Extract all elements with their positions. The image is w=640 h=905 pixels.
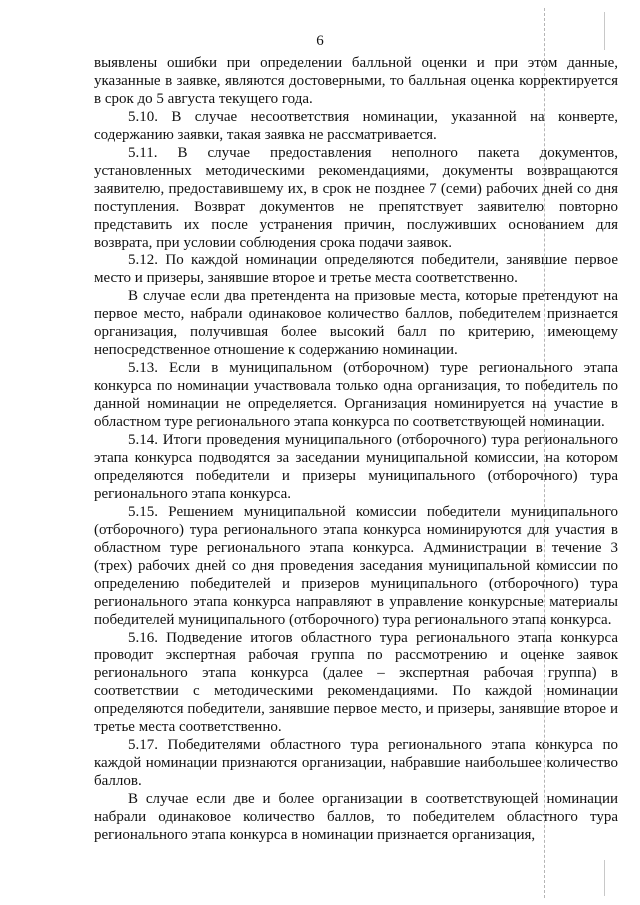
scan-edge-mark (604, 860, 605, 896)
paragraph-5-13: 5.13. Если в муниципальном (отборочном) туре регионального этапа конкурса по номинации участвовала только одна организация, то победитель по данной номинации не определяется. Организация номинируется на участие в областном туре регионального этапа конкурса по соответствующей номинации. (94, 360, 618, 431)
page-number: 6 (316, 33, 324, 49)
paragraph-5-12: 5.12. По каждой номинации определяются победители, занявшие первое место и призеры, занявшие второе и третье места соответственно. (94, 252, 618, 287)
paragraph-5-17: 5.17. Победителями областного тура регионального этапа конкурса по каждой номинации признаются организации, набравшие наибольшее количество баллов. (94, 737, 618, 790)
paragraph-5-16: 5.16. Подведение итогов областного тура регионального этапа конкурса проводит экспертная рабочая группа по рассмотрению и оценке заявок регионального этапа конкурса (далее – экспертная рабочая группа) в соответствии с методическими рекомендациями. По каждой номинации определяются победители, занявшие первое место, и призеры, занявшие второе и третье места соответственно. (94, 629, 618, 736)
paragraph-continuation: выявлены ошибки при определении балльной оценки и при этом данные, указанные в заявке, являются достоверными, то балльная оценка корректируется в срок до 5 августа текущего года. (94, 55, 618, 107)
paragraph-5-12-tie: В случае если два претендента на призовые места, которые претендуют на первое место, набрали одинаковое количество баллов, победителем признается организация, получившая более высокий балл по критерию, имеющему непосредственное отношение к содержанию номинации. (94, 288, 618, 359)
paragraph-5-15: 5.15. Решением муниципальной комиссии победители муниципального (отборочного) тура регионального этапа конкурса номинируются для участия в областном туре регионального этапа конкурса. Администрации в течение 3 (трех) рабочих дней со дня проведения заседания муниципальной комиссии по определению победителей и призеров муниципального (отборочного) тура регионального этапа конкурса направляют в управление конкурсные материалы победителей муниципального (отборочного) тура регионального этапа конкурса. (94, 503, 618, 628)
paragraph-5-17-tie: В случае если две и более организации в соответствующей номинации набрали одинаковое количество баллов, то победителем областного тура регионального этапа конкурса в номинации признается организация, (94, 791, 618, 843)
paragraph-5-10: 5.10. В случае несоответствия номинации, указанной на конверте, содержанию заявки, такая заявка не рассматривается. (94, 108, 618, 143)
document-body (94, 55, 618, 845)
paragraph-5-11: 5.11. В случае предоставления неполного пакета документов, установленных методическими рекомендациями, документы возвращаются заявителю, предоставившему их, в срок не позднее 7 (семи) рабочих дней со дня поступления. Возврат документов не препятствует заявителю повторно представить их после устранения причин, послуживших основанием для возврата, при условии соблюдения срока подачи заявок. (94, 144, 618, 251)
paragraph-5-14: 5.14. Итоги проведения муниципального (отборочного) тура регионального этапа конкурса подводятся за заседании муниципальной комиссии, на котором определяются победители и призеры муниципального (отборочного) тура регионального этапа конкурса. (94, 432, 618, 502)
